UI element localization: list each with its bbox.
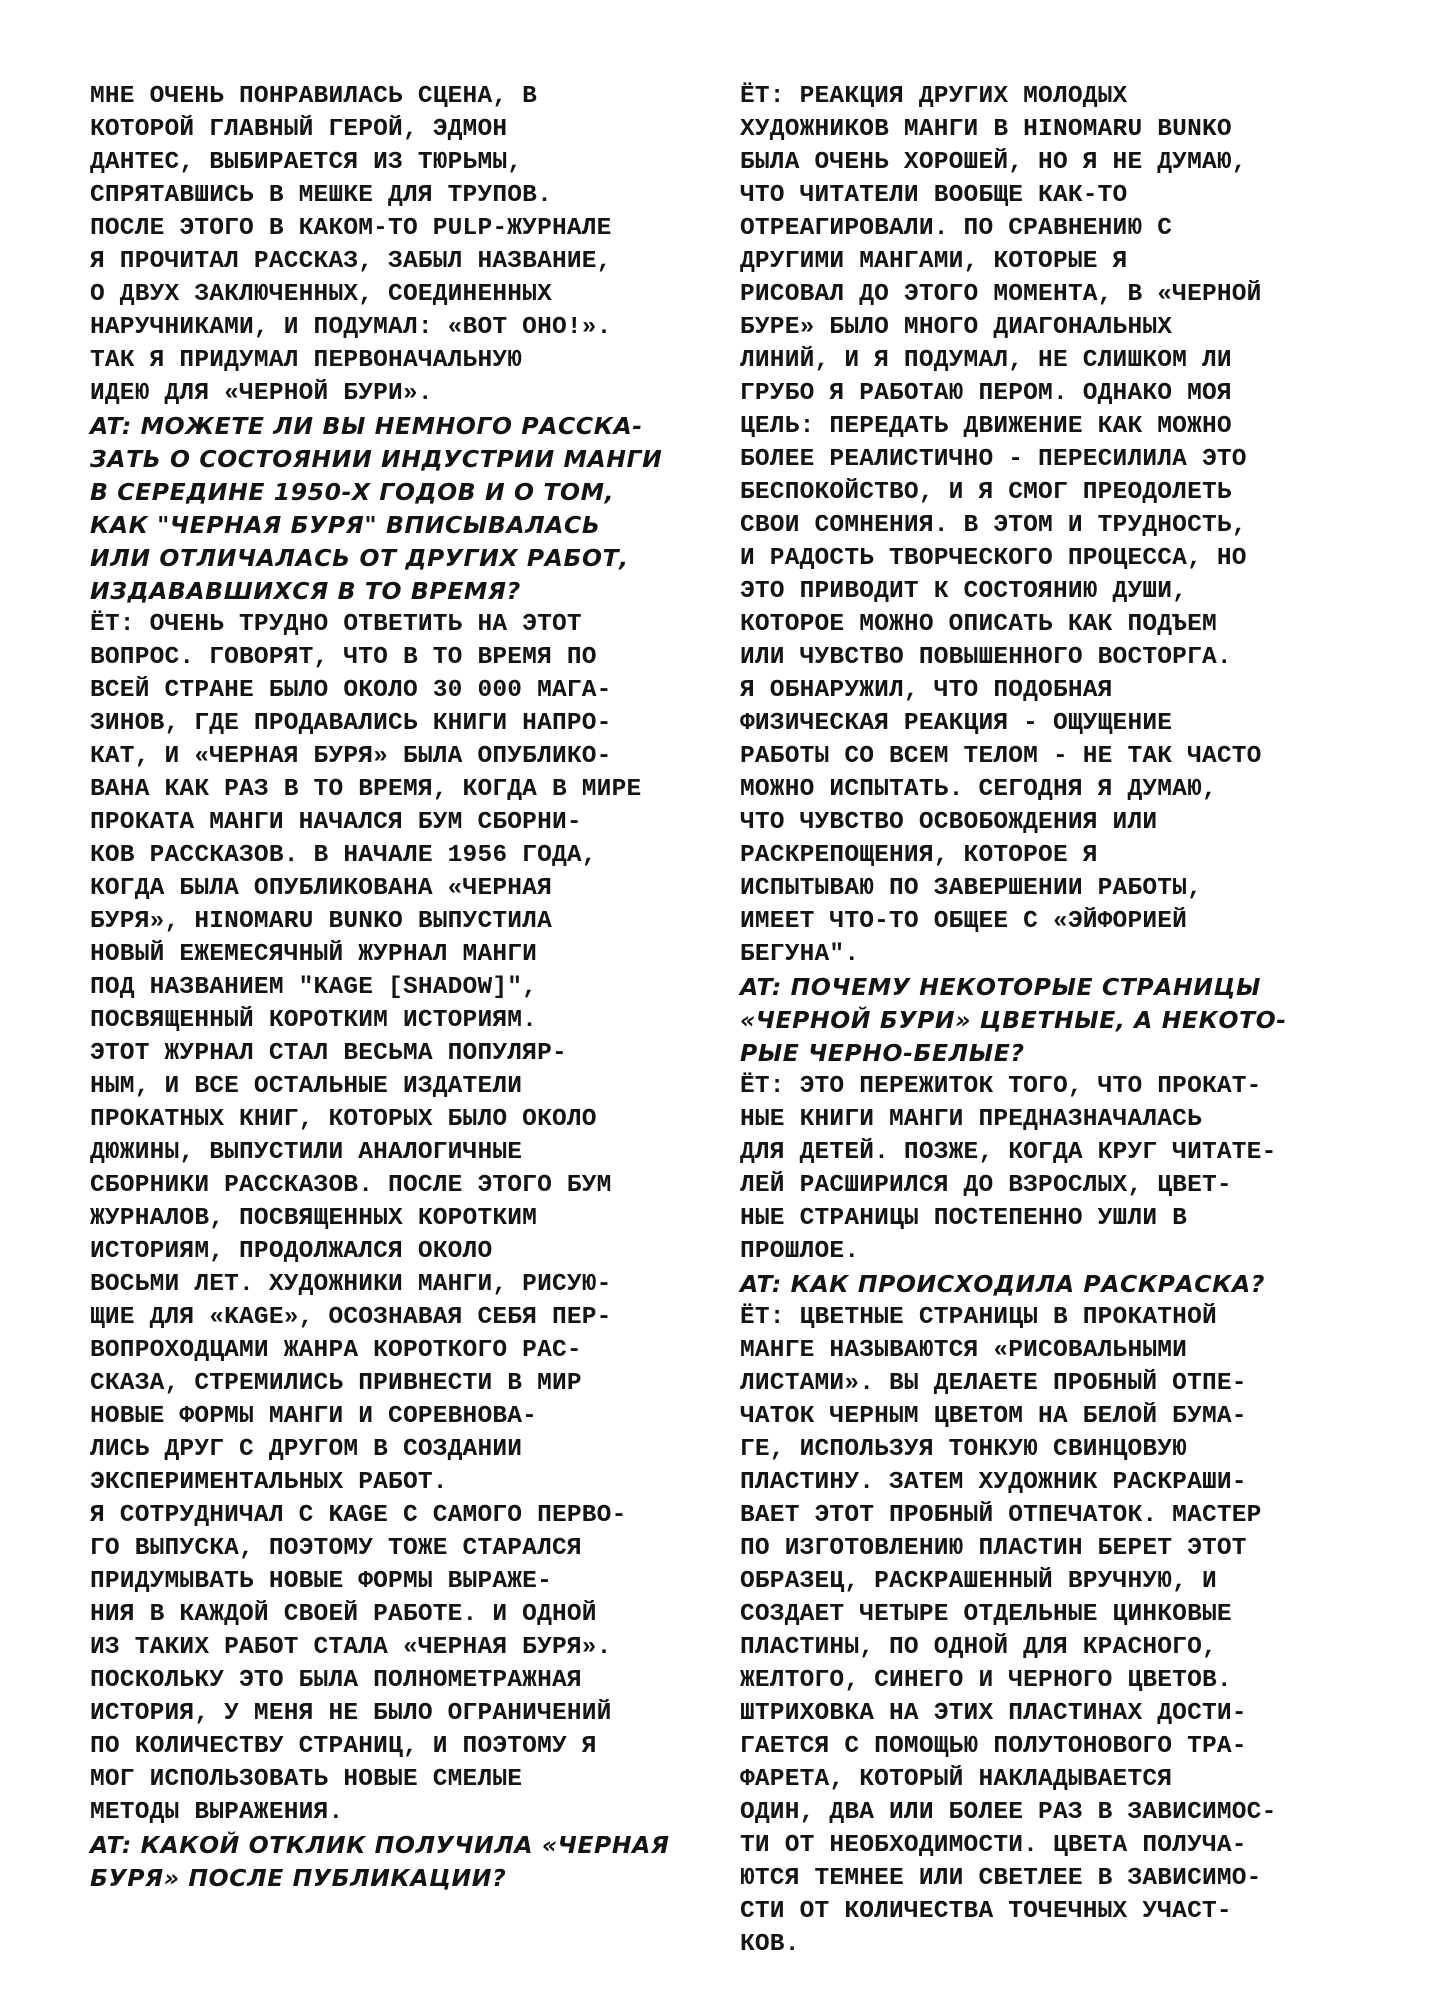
answer-paragraph: МНЕ ОЧЕНЬ ПОНРАВИЛАСЬ СЦЕНА, В КОТОРОЙ ГЛАВНЫЙ ГЕРОЙ, ЭДМОН ДАНТЕС, ВЫБИРАЕТСЯ ИЗ ТЮРЬМЫ, СПРЯТАВШИСЬ В МЕШКЕ ДЛЯ ТРУПОВ. ПОСЛЕ ЭТОГО В КАКОМ-ТО PULP-ЖУРНАЛЕ Я ПРОЧИТАЛ РАССКАЗ, ЗАБЫЛ НАЗВАНИЕ, О ДВУХ ЗАКЛЮЧЕННЫХ, СОЕДИНЕННЫХ НАРУЧНИКАМИ, И ПОДУМАЛ: «ВОТ ОНО!». ТАК Я ПРИДУМАЛ ПЕРВОНАЧАЛЬНУЮ ИДЕЮ ДЛЯ «ЧЕРНОЙ БУРИ». [90,83,612,407]
answer-paragraph: Я СОТРУДНИЧАЛ С KAGE С САМОГО ПЕРВО- ГО ВЫПУСКА, ПОЭТОМУ ТОЖЕ СТАРАЛСЯ ПРИДУМЫВАТЬ НОВЫЕ ФОРМЫ ВЫРАЖЕ- НИЯ В КАЖДОЙ СВОЕЙ РАБОТЕ. И ОДНОЙ ИЗ ТАКИХ РАБОТ СТАЛА «ЧЕРНАЯ БУРЯ». ПОСКОЛЬКУ ЭТО БЫЛА ПОЛНОМЕТРАЖНАЯ ИСТОРИЯ, У МЕНЯ НЕ БЫЛО ОГРАНИЧЕНИЙ ПО КОЛИЧЕСТВУ СТРАНИЦ, И ПОЭТОМУ Я МОГ ИСПОЛЬЗОВАТЬ НОВЫЕ СМЕЛЫЕ МЕТОДЫ ВЫРАЖЕНИЯ. [90,1502,627,1826]
right-text-column [740,80,1360,1961]
question-paragraph: AT: ПОЧЕМУ НЕКОТОРЫЕ СТРАНИЦЫ «ЧЕРНОЙ БУРИ» ЦВЕТНЫЕ, А НЕКОТО- РЫЕ ЧЕРНО-БЕЛЫЕ? [740,973,1287,1067]
answer-paragraph: ЁТ: ОЧЕНЬ ТРУДНО ОТВЕТИТЬ НА ЭТОТ ВОПРОС. ГОВОРЯТ, ЧТО В ТО ВРЕМЯ ПО ВСЕЙ СТРАНЕ БЫЛО ОКОЛО 30 000 МАГА- ЗИНОВ, ГДЕ ПРОДАВАЛИСЬ КНИГИ НАПРО- КАТ, И «ЧЕРНАЯ БУРЯ» БЫЛА ОПУБЛИКО- ВАНА КАК РАЗ В ТО ВРЕМЯ, КОГДА В МИРЕ ПРОКАТА МАНГИ НАЧАЛСЯ БУМ СБОРНИ- КОВ РАССКАЗОВ. В НАЧАЛЕ 1956 ГОДА, КОГДА БЫЛА ОПУБЛИКОВАНА «ЧЕРНАЯ БУРЯ», HINOMARU BUNKO ВЫПУСТИЛА НОВЫЙ ЕЖЕМЕСЯЧНЫЙ ЖУРНАЛ МАНГИ ПОД НАЗВАНИЕМ "KAGE [SHADOW]", ПОСВЯЩЕННЫЙ КОРОТКИМ ИСТОРИЯМ. ЭТОТ ЖУРНАЛ СТАЛ ВЕСЬМА ПОПУЛЯР- НЫМ, И ВСЕ ОСТАЛЬНЫЕ ИЗДАТЕЛИ ПРОКАТНЫХ КНИГ, КОТОРЫХ БЫЛО ОКОЛО ДЮЖИНЫ, ВЫПУСТИЛИ АНАЛОГИЧНЫЕ СБОРНИКИ РАССКАЗОВ. ПОСЛЕ ЭТОГО БУМ ЖУРНАЛОВ, ПОСВЯЩЕННЫХ КОРОТКИМ ИСТОРИЯМ, ПРОДОЛЖАЛСЯ ОКОЛО ВОСЬМИ ЛЕТ. ХУДОЖНИКИ МАНГИ, РИСУЮ- ЩИЕ ДЛЯ «KAGE», ОСОЗНАВАЯ СЕБЯ ПЕР- ВОПРОХОДЦАМИ ЖАНРА КОРОТКОГО РАС- СКАЗА, СТРЕМИЛИСЬ ПРИВНЕСТИ В МИР НОВЫЕ ФОРМЫ МАНГИ И СОРЕВНОВА- ЛИСЬ ДРУГ С ДРУГОМ В СОЗДАНИИ ЭКСПЕРИМЕНТАЛЬНЫХ РАБОТ. [90,611,642,1496]
question-paragraph: AT: МОЖЕТЕ ЛИ ВЫ НЕМНОГО РАССКА- ЗАТЬ О СОСТОЯНИИ ИНДУСТРИИ МАНГИ В СЕРЕДИНЕ 1950-Х ГОДОВ И О ТОМ, КАК "ЧЕРНАЯ БУРЯ" ВПИСЫВАЛАСЬ ИЛИ ОТЛИЧАЛАСЬ ОТ ДРУГИХ РАБОТ, ИЗДАВАВШИХСЯ В ТО ВРЕМЯ? [90,412,663,605]
question-paragraph: AT: КАКОЙ ОТКЛИК ПОЛУЧИЛА «ЧЕРНАЯ БУРЯ» ПОСЛЕ ПУБЛИКАЦИИ? [90,1831,670,1892]
answer-paragraph: ЁТ: РЕАКЦИЯ ДРУГИХ МОЛОДЫХ ХУДОЖНИКОВ МАНГИ В HINOMARU BUNKO БЫЛА ОЧЕНЬ ХОРОШЕЙ, НО Я НЕ ДУМАЮ, ЧТО ЧИТАТЕЛИ ВООБЩЕ КАК-ТО ОТРЕАГИРОВАЛИ. ПО СРАВНЕНИЮ С ДРУГИМИ МАНГАМИ, КОТОРЫЕ Я РИСОВАЛ ДО ЭТОГО МОМЕНТА, В «ЧЕРНОЙ БУРЕ» БЫЛО МНОГО ДИАГОНАЛЬНЫХ ЛИНИЙ, И Я ПОДУМАЛ, НЕ СЛИШКОМ ЛИ ГРУБО Я РАБОТАЮ ПЕРОМ. ОДНАКО МОЯ ЦЕЛЬ: ПЕРЕДАТЬ ДВИЖЕНИЕ КАК МОЖНО БОЛЕЕ РЕАЛИСТИЧНО - ПЕРЕСИЛИЛА ЭТО БЕСПОКОЙСТВО, И Я СМОГ ПРЕОДОЛЕТЬ СВОИ СОМНЕНИЯ. В ЭТОМ И ТРУДНОСТЬ, И РАДОСТЬ ТВОРЧЕСКОГО ПРОЦЕССА, НО ЭТО ПРИВОДИТ К СОСТОЯНИЮ ДУШИ, КОТОРОЕ МОЖНО ОПИСАТЬ КАК ПОДЪЕМ ИЛИ ЧУВСТВО ПОВЫШЕННОГО ВОСТОРГА. Я ОБНАРУЖИЛ, ЧТО ПОДОБНАЯ ФИЗИЧЕСКАЯ РЕАКЦИЯ - ОЩУЩЕНИЕ РАБОТЫ СО ВСЕМ ТЕЛОМ - НЕ ТАК ЧАСТО МОЖНО ИСПЫТАТЬ. СЕГОДНЯ Я ДУМАЮ, ЧТО ЧУВСТВО ОСВОБОЖДЕНИЯ ИЛИ РАСКРЕПОЩЕНИЯ, КОТОРОЕ Я ИСПЫТЫВАЮ ПО ЗАВЕРШЕНИИ РАБОТЫ, ИМЕЕТ ЧТО-ТО ОБЩЕЕ С «ЭЙФОРИЕЙ БЕГУНА". [740,83,1262,968]
left-text-column [90,80,710,1895]
answer-paragraph: ЁТ: ЦВЕТНЫЕ СТРАНИЦЫ В ПРОКАТНОЙ МАНГЕ НАЗЫВАЮТСЯ «РИСОВАЛЬНЫМИ ЛИСТАМИ». ВЫ ДЕЛАЕТЕ ПРОБНЫЙ ОТПЕ- ЧАТОК ЧЕРНЫМ ЦВЕТОМ НА БЕЛОЙ БУМА- ГЕ, ИСПОЛЬЗУЯ ТОНКУЮ СВИНЦОВУЮ ПЛАСТИНУ. ЗАТЕМ ХУДОЖНИК РАСКРАШИ- ВАЕТ ЭТОТ ПРОБНЫЙ ОТПЕЧАТОК. МАСТЕР ПО ИЗГОТОВЛЕНИЮ ПЛАСТИН БЕРЕТ ЭТОТ ОБРАЗЕЦ, РАСКРАШЕННЫЙ ВРУЧНУЮ, И СОЗДАЕТ ЧЕТЫРЕ ОТДЕЛЬНЫЕ ЦИНКОВЫЕ ПЛАСТИНЫ, ПО ОДНОЙ ДЛЯ КРАСНОГО, ЖЕЛТОГО, СИНЕГО И ЧЕРНОГО ЦВЕТОВ. ШТРИХОВКА НА ЭТИХ ПЛАСТИНАХ ДОСТИ- ГАЕТСЯ С ПОМОЩЬЮ ПОЛУТОНОВОГО ТРА- ФАРЕТА, КОТОРЫЙ НАКЛАДЫВАЕТСЯ ОДИН, ДВА ИЛИ БОЛЕЕ РАЗ В ЗАВИСИМОС- ТИ ОТ НЕОБХОДИМОСТИ. ЦВЕТА ПОЛУЧА- ЮТСЯ ТЕМНЕЕ ИЛИ СВЕТЛЕЕ В ЗАВИСИМО- СТИ ОТ КОЛИЧЕСТВА ТОЧЕЧНЫХ УЧАСТ- КОВ. [740,1304,1277,1958]
question-paragraph: AT: КАК ПРОИСХОДИЛА РАСКРАСКА? [740,1270,1265,1298]
answer-paragraph: ЁТ: ЭТО ПЕРЕЖИТОК ТОГО, ЧТО ПРОКАТ- НЫЕ КНИГИ МАНГИ ПРЕДНАЗНАЧАЛАСЬ ДЛЯ ДЕТЕЙ. ПОЗЖЕ, КОГДА КРУГ ЧИТАТЕ- ЛЕЙ РАСШИРИЛСЯ ДО ВЗРОСЛЫХ, ЦВЕТ- НЫЕ СТРАНИЦЫ ПОСТЕПЕННО УШЛИ В ПРОШЛОЕ. [740,1073,1277,1265]
